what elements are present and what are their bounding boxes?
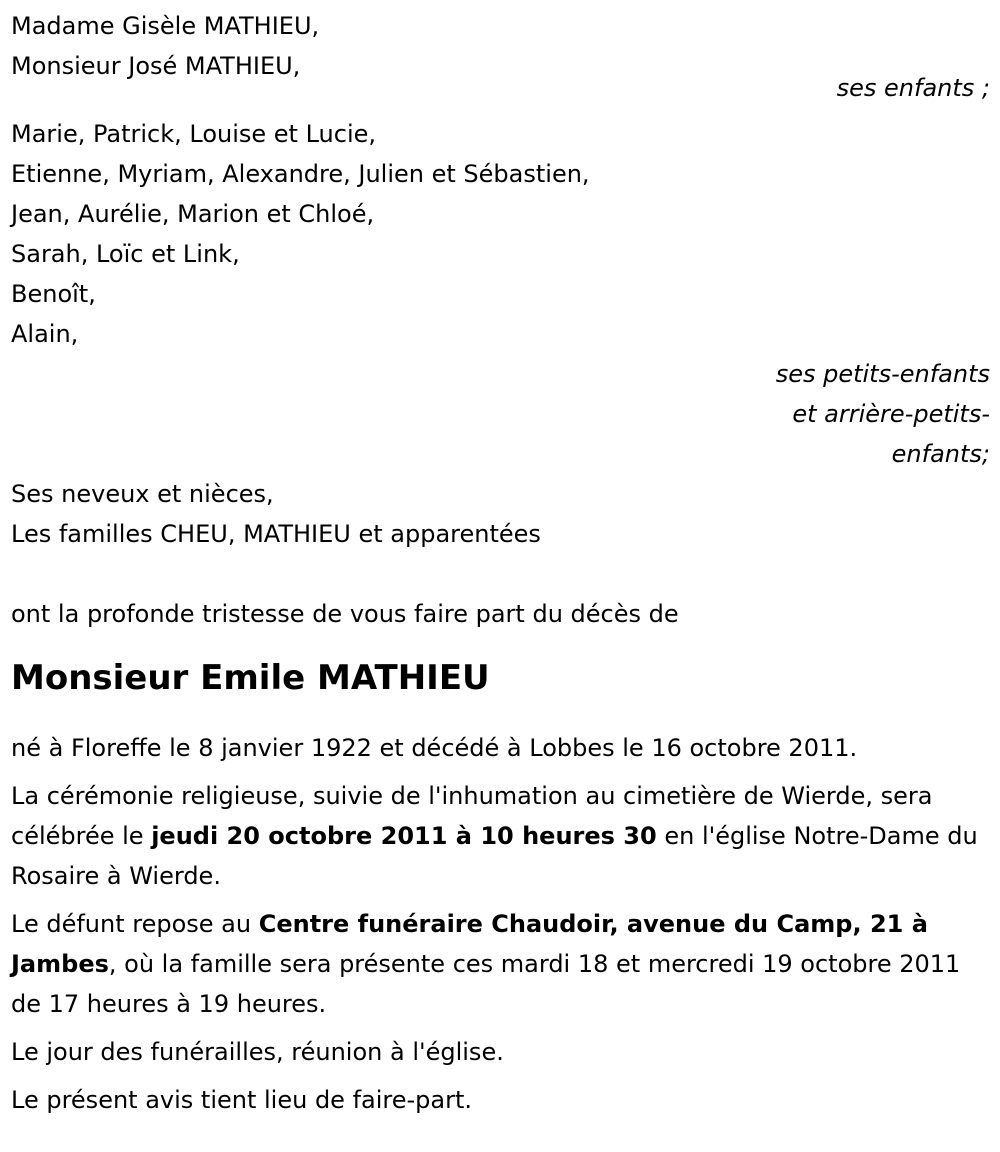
child-name: Monsieur José MATHIEU, <box>11 52 301 80</box>
repose-paragraph <box>11 904 990 1024</box>
grandchildren-role-label: enfants; <box>891 440 990 468</box>
child-name: Madame Gisèle MATHIEU, <box>11 12 320 40</box>
funeral-day-text: Le jour des funérailles, réunion à l'église. <box>11 1038 504 1066</box>
grandchildren-role-label: et arrière-petits- <box>792 400 990 428</box>
grandchildren-line: Jean, Aurélie, Marion et Chloé, <box>11 200 375 228</box>
children-role-label: ses enfants ; <box>836 74 990 102</box>
ceremony-date: jeudi 20 octobre 2011 à 10 heures 30 <box>151 822 657 850</box>
ceremony-text: La cérémonie religieuse, suivie de l'inhumation au cimetière de Wierde, sera célébrée le <box>11 782 933 850</box>
repose-place: Centre funéraire Chaudoir, avenue du Camp, 21 à Jambes <box>11 910 928 978</box>
grandchildren-line: Etienne, Myriam, Alexandre, Julien et Sébastien, <box>11 160 590 188</box>
obituary-notice <box>11 6 990 1128</box>
relatives-line: Ses neveux et nièces, <box>11 480 274 508</box>
grandchildren-line: Alain, <box>11 320 79 348</box>
relatives-line: Les familles CHEU, MATHIEU et apparentées <box>11 520 541 548</box>
repose-visiting-hours: , où la famille sera présente ces mardi 18 et mercredi 19 octobre 2011 de 17 heures à 19 heures. <box>11 950 961 1018</box>
grandchildren-role-label: ses petits-enfants <box>775 360 990 388</box>
grandchildren-line: Marie, Patrick, Louise et Lucie, <box>11 120 377 148</box>
repose-text: Le défunt repose au <box>11 910 259 938</box>
ceremony-location: en l'église Notre-Dame du Rosaire à Wierde. <box>11 822 978 890</box>
ceremony-paragraph <box>11 776 990 896</box>
announcement-text: ont la profonde tristesse de vous faire part du décès de <box>11 600 679 628</box>
grandchildren-line: Benoît, <box>11 280 96 308</box>
grandchildren-line: Sarah, Loïc et Link, <box>11 240 240 268</box>
birth-death-text: né à Floreffe le 8 janvier 1922 et décédé à Lobbes le 16 octobre 2011. <box>11 734 858 762</box>
notice-text: Le présent avis tient lieu de faire-part. <box>11 1086 473 1114</box>
deceased-name: Monsieur Emile MATHIEU <box>11 658 490 698</box>
